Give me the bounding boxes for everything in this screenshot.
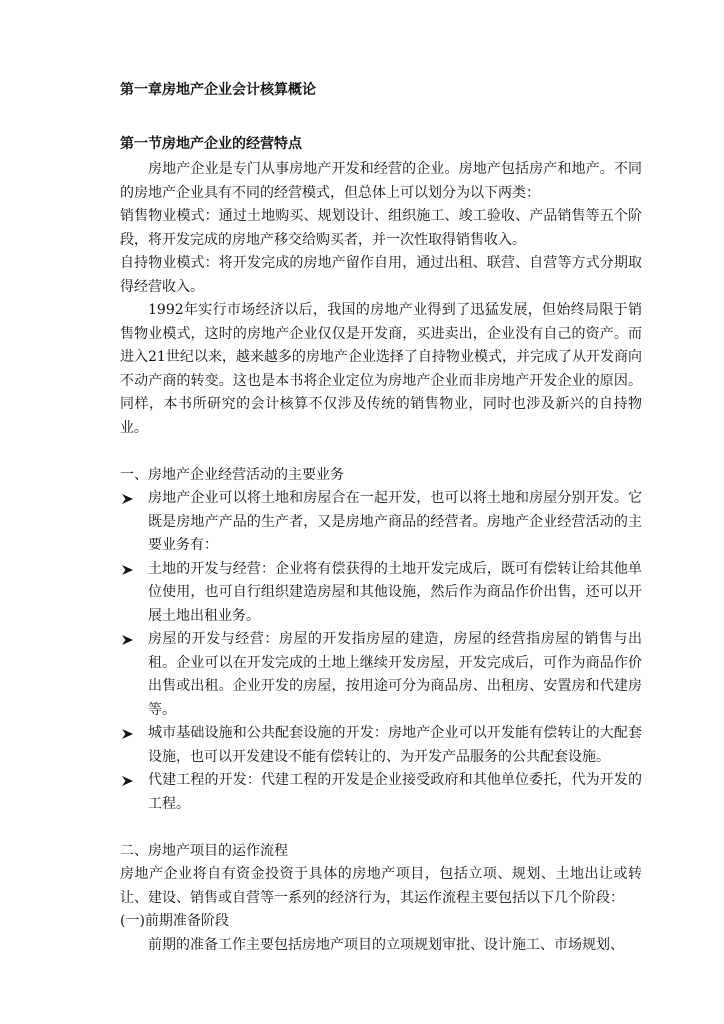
- stage-title: (一)前期准备阶段: [120, 913, 229, 929]
- sales-model-paragraph: 销售物业模式：通过土地购买、规划设计、组织施工、竣工验收、产品销售等五个阶段，将开发完成的房地产移交给购买者，并一次性取得销售收入。: [120, 208, 642, 248]
- stage-paragraph: 前期的准备工作主要包括房地产项目的立项规划审批、设计施工、市场规划、: [148, 936, 624, 953]
- list-item: [120, 487, 642, 558]
- subsection-title: 一、房地产企业经营活动的主要业务: [120, 466, 344, 483]
- history-paragraph: 1992年实行市场经济以后，我国的房地产业得到了迅猛发展，但始终局限于销售物业模式，这时的房地产企业仅仅是开发商，买进卖出，企业没有自己的资产。而进入21世纪以来，越来越多的房地产企业选择了自持物业模式，并完成了从开发商向不动产商的转变。这也是本书将企业定位为房地产企业而非房地产开发企业的原因。同样，本书所研究的会计核算不仅涉及传统的销售物业，同时也涉及新兴的自持物业。: [120, 302, 642, 436]
- arrow-bullet-icon: [122, 487, 136, 511]
- arrow-bullet-icon: [122, 558, 136, 582]
- business-list: [120, 487, 642, 816]
- list-item-text: 土地的开发与经营：企业将有偿获得的土地开发完成后，既可有偿转让给其他单位使用，也可自行组织建造房屋和其他设施，然后作为商品作价出售，还可以开展土地出租业务。: [148, 560, 642, 624]
- list-item-text: 代建工程的开发：代建工程的开发是企业接受政府和其他单位委托，代为开发的工程。: [148, 772, 642, 812]
- list-item: [120, 558, 642, 629]
- list-item-text: 房屋的开发与经营：房屋的开发指房屋的建造，房屋的经营指房屋的销售与出租。企业可以在开发完成的土地上继续开发房屋，开发完成后，可作为商品作价出售或出租。企业开发的房屋，按用途可分为商品房、出租房、安置房和代建房等。: [148, 631, 642, 718]
- process-paragraph: 房地产企业将自有资金投资于具体的房地产项目，包括立项、规划、土地出让或转让、建设、销售或自营等一系列的经济行为，其运作流程主要包括以下几个阶段：: [120, 866, 642, 906]
- list-item-text: 房地产企业可以将土地和房屋合在一起开发，也可以将土地和房屋分别开发。它既是房地产产品的生产者，又是房地产商品的经营者。房地产企业经营活动的主要业务有：: [148, 490, 642, 553]
- list-item-text: 城市基础设施和公共配套设施的开发：房地产企业可以开发能有偿转让的大配套设施，也可以开发建设不能有偿转让的、为开发产品服务的公共配套设施。: [148, 725, 642, 765]
- list-item: [120, 628, 642, 722]
- subsection-title: 二、房地产项目的运作流程: [120, 842, 288, 859]
- arrow-bullet-icon: [122, 628, 136, 652]
- holding-model-paragraph: 自持物业模式：将开发完成的房地产留作自用，通过出租、联营、自营等方式分期取得经营收入。: [120, 255, 642, 295]
- list-item: [120, 769, 642, 816]
- spacer: [120, 816, 642, 840]
- intro-paragraph: 房地产企业是专门从事房地产开发和经营的企业。房地产包括房产和地产。不同的房地产企业具有不同的经营模式，但总体上可以划分为以下两类：: [120, 161, 642, 201]
- chapter-title: 第一章房地产企业会计核算概论: [120, 82, 316, 98]
- section-title: 第一节房地产企业的经营特点: [120, 136, 302, 152]
- list-item: [120, 722, 642, 769]
- arrow-bullet-icon: [122, 722, 136, 746]
- arrow-bullet-icon: [122, 769, 136, 793]
- spacer: [120, 440, 642, 464]
- document-page: [120, 78, 642, 957]
